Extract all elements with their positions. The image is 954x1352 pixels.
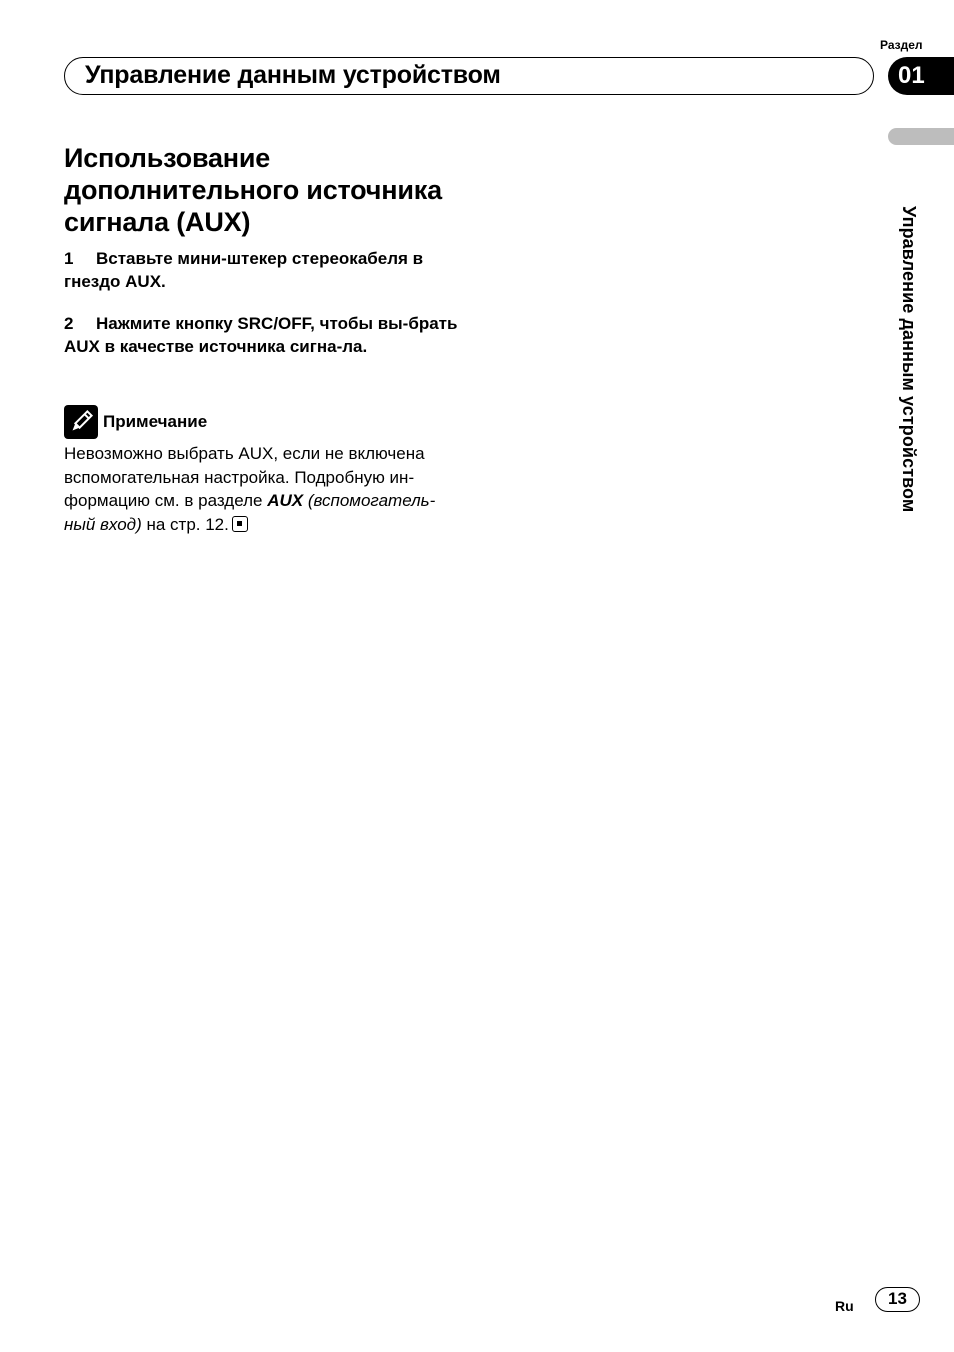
step-item [64,312,459,358]
page-heading: Использование дополнительного источника сигнала (AUX) [64,143,442,237]
step-number: 2 [64,314,74,333]
pencil-icon [64,405,98,439]
step-item [64,247,459,293]
section-number-badge: 01 [888,57,954,95]
language-code: Ru [835,1298,854,1314]
page-number: 13 [875,1287,920,1312]
note-reference-subtitle: (вспомогатель-ный вход) [64,491,436,534]
chapter-title: Управление данным устройством [85,61,501,89]
note-header [64,405,207,439]
note-page-ref: на стр. 12. [141,514,229,534]
section-label: Раздел [880,38,923,52]
side-tab-marker [888,128,954,145]
step-number: 1 [64,249,74,268]
note-label: Примечание [103,412,208,431]
note-text [64,442,459,536]
end-of-section-icon [232,516,248,532]
note-body: Невозможно выбрать AUX, если не включена вспомогательная настройка. Подробную ин-формацию см. в разделе [64,444,425,510]
note-reference-title: AUX [267,491,304,510]
step-text: Нажмите кнопку SRC/OFF, чтобы вы-брать AUX в качестве источника сигна-ла. [64,314,458,356]
chapter-header [64,57,874,95]
side-tab-title: Управление данным устройством [899,206,919,513]
step-text: Вставьте мини-штекер стереокабеля в гнездо AUX. [64,249,424,291]
